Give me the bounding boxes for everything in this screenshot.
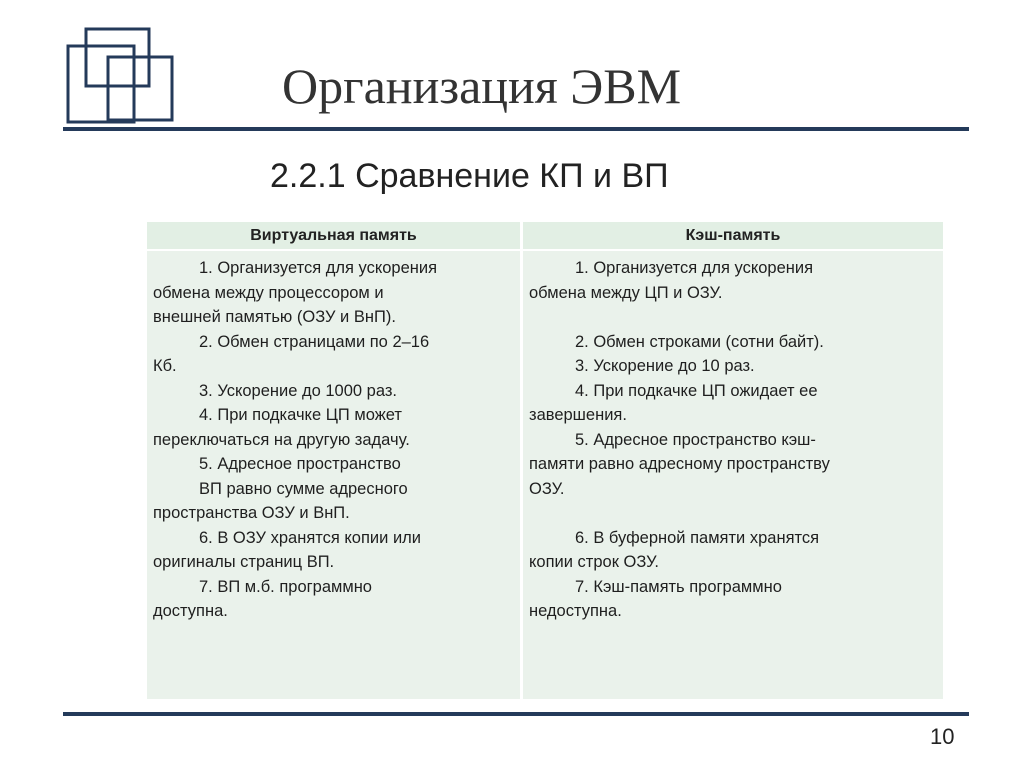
text-line: 2. Обмен страницами по 2–16 — [199, 332, 430, 351]
bottom-divider — [63, 712, 969, 716]
text-line: пространства ОЗУ и ВнП. — [153, 504, 350, 522]
text-line: памяти равно адресному пространству — [529, 455, 830, 473]
text-line: недоступна. — [529, 602, 622, 620]
text-line: 6. В ОЗУ хранятся копии или — [199, 528, 422, 547]
top-divider — [63, 127, 969, 131]
text-line: обмена между процессором и — [153, 283, 384, 302]
text-line: 3. Ускорение до 1000 раз. — [199, 381, 397, 400]
text-line: 1. Организуется для ускорения — [199, 259, 438, 277]
text-line: ВП равно сумме адресного — [199, 479, 408, 498]
comparison-table — [147, 222, 943, 699]
page-number: 10 — [930, 724, 955, 749]
header-virtual-memory: Виртуальная память — [147, 222, 520, 249]
cell-cache-memory — [523, 251, 943, 699]
text-line: 7. ВП м.б. программно — [199, 577, 372, 596]
text-line: 1. Организуется для ускорения — [575, 259, 814, 277]
text-line: копии строк ОЗУ. — [529, 553, 659, 571]
text-line: 7. Кэш-память программно — [575, 577, 782, 596]
logo-squares-icon — [64, 26, 176, 124]
text-line: 4. При подкачке ЦП может — [199, 406, 402, 424]
text-line: оригиналы страниц ВП. — [153, 553, 335, 571]
text-line: 5. Адресное пространство — [199, 455, 401, 473]
text-line: доступна. — [153, 602, 228, 620]
text-line: Кб. — [153, 357, 177, 375]
text-line: 2. Обмен строками (сотни байт). — [575, 332, 824, 351]
text-line: 3. Ускорение до 10 раз. — [575, 357, 755, 375]
text-line: завершения. — [529, 406, 627, 424]
cell-virtual-memory — [147, 251, 520, 699]
text-line: переключаться на другую задачу. — [153, 430, 410, 449]
slide-title: Организация ЭВМ — [282, 58, 682, 114]
slide-subtitle: 2.2.1 Сравнение КП и ВП — [270, 157, 669, 195]
text-line: внешней памятью (ОЗУ и ВнП). — [153, 308, 396, 326]
text-line: 4. При подкачке ЦП ожидает ее — [575, 381, 818, 400]
text-line: 5. Адресное пространство кэш- — [575, 430, 816, 449]
text-line: ОЗУ. — [529, 479, 565, 498]
text-line: 6. В буферной памяти хранятся — [575, 528, 820, 547]
header-cache-memory: Кэш-память — [523, 222, 943, 249]
text-line: обмена между ЦП и ОЗУ. — [529, 283, 723, 302]
